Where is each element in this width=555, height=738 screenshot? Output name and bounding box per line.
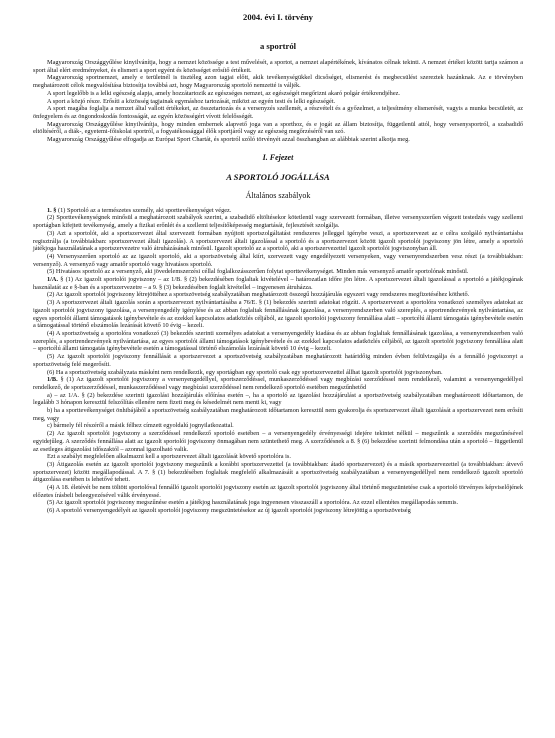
law-paragraph [33,207,523,215]
law-subject: a sportról [259,41,297,51]
law-paragraph [33,461,523,484]
law-paragraph [33,422,523,430]
document-page [33,10,523,515]
section-number: 1/B. [47,376,58,384]
paragraph-text: a) – az 1/A. § (2) bekezdése szerinti igazolási hozzájárulás előírása esetén –, ha a sportoló az igazolási hozzájárulást a sportszövetség szabályzatában meghatározott időtartamon, de legalább 3 hónapon keresztül felszólítás ellenére nem fizeti meg és késedelmét nem menti ki, vagy [33,391,523,407]
preamble-paragraph: Magyarország sportnemzet, amely e területnél is tisztéleg azon tagjai előtt, akik tevékenységükkel dicsőséget, elismerést és megbecsülést szereztek hazánknak. Az e törvényben meghatározott célok megvalósítása biztosítja továbbá azt, hogy Magyarország sportoló nemzetté is váljék. [33,74,523,90]
law-paragraph [33,268,523,276]
paragraph-text: c) bármely fél részéről a másik félhez címzett egyoldalú jognyilatkozattal. [47,422,234,430]
chapter-label: I. Fejezet [262,152,294,162]
paragraph-text: (4) A sportszövetség a sportolóra vonatkozó (3) bekezdés szerinti személyes adatokat a versenyengedély kiadása és az abban foglaltak fennállásának igazolása, a versenyrendszerben való szereplés, a sportrendezvények nyilvántartása, az egyes sportolói állami támogatások igénybevétele és az ezekkel kapcsolatos adatközlés céljából, az igazolt sportolói jogviszony fennállása alatt – sportcélú állami támogatás igénybevétele esetén a támogatással történő elszámolás lezárását követő 10 évig – kezeli. [33,329,523,353]
law-paragraph [33,407,523,422]
law-title: 2004. évi I. törvény [243,12,313,22]
law-paragraph [33,453,523,461]
paragraph-text: (6) Ha a sportszövetség szabályzata másként nem rendelkezik, egy sportágban egy sportoló csak egy sportszervezettel állhat igazolt sportolói jogviszonyban. [47,368,443,376]
preamble-paragraph: Magyarország Országgyűlése elfogadja az Európai Sport Chartát, és sportról szóló törvényét azzal összhangban az alábbiak szerint alkotja meg. [47,136,410,144]
paragraph-text: (1) Sportoló az a természetes személy, aki sporttevékenységet végez. [56,206,232,214]
law-paragraph [33,499,523,507]
law-paragraph [33,376,523,391]
law-paragraph [33,369,523,377]
law-paragraph [33,507,523,515]
preamble-paragraph: Magyarország Országgyűlése kinyilvánítja, hogy a nemzet közössége a test művelését, a sportot, a nemzet alapértékének, kívánatos célnak tekinti. A nemzet értékei között tartja számon a sport által elért eredményeket, és elismeri a sport egyént és közösséget erősítő értékeit. [33,59,523,74]
paragraph-text: (6) A sportoló versenyengedélyét az igazolt sportolói jogviszony megszüntetésekor az új igazolt sportolói jogviszony létrejöttig a sportszövetség [47,507,411,515]
section-title: Általános szabályok [245,190,311,200]
paragraph-text: (5) Hivatásos sportoló az a versenyző, aki jövedelemszerzési céllal foglalkozásszerűen folytat sporttevékenységet. Minden más versenyző amatőr sportolónak minősül. [47,268,469,276]
preamble-paragraph: A sport legelőbb is a lelki egészség alapja, amely hozzátartozik az egészséges nemzet, az egészségét megőrizni akaró polgár értékrendjéhez. [47,89,400,97]
law-body [33,207,523,515]
law-paragraph [33,353,523,368]
paragraph-text: (3) Azt a sportolót, aki a sportszervezet által szervezett formában nyújtott sportszolgáltatást rendszeres jelleggel igénybe veszi, a sportszervezet az e célra szolgáló nyilvántartásba regisztrálja (a továbbiakban: sportszervezet általi igazolás). A sportszervezet általi igazolással a sportoló és a sportszervezet között igazolt sportolói jogviszony jön létre, amely a sportoló játékjoga használatának a sportszervezetre való átruházásának minősül. Igazolt sportoló az a sportoló, aki a sportszervezettel igazolt sportolói jogviszonyban áll. [33,229,523,253]
law-paragraph [33,230,523,253]
paragraph-text: (5) Az igazolt sportolói jogviszony megszűnése esetén a játékjog használatának joga ingyenesen visszaszáll a sportolóra. Az ezzel ellentétes megállapodás semmis. [47,499,459,507]
paragraph-text: § (1) Az igazolt sportolói jogviszony – az 1/B. § (2) bekezdésében foglaltak kivételével – határozatlan időre jön létre. A sportszervezet általi igazolással a sportoló a játékjogának használatát az e §-ban és a sportszervezetre – a 9. § (3) bekezdésében foglalt kivétellel – ingyenesen átruházza. [33,276,523,291]
law-paragraph [33,484,523,499]
preamble-paragraph: A sport a közjó része. Erősíti a közösség tagjainak egymáshoz tartozását, miközt az egyén testi és lelki egészségét. [47,97,336,105]
law-paragraph [33,276,523,291]
law-paragraph [33,291,523,299]
preamble [33,59,523,144]
law-paragraph [33,253,523,268]
paragraph-text: (4) Versenyszerűen sportoló az az igazolt sportoló, aki a sportszövetség által kiírt, szervezett vagy engedélyezett versenyeken, vagy versenyrendszerben vesz részt (a továbbiakban: versenyző). A versenyző vagy amatőr sportoló vagy hivatásos sportoló. [33,252,523,268]
preamble-paragraph: Magyarország Országgyűlése kinyilvánítja, hogy minden embernek alapvető joga van a sporthoz, és e jogát az állam biztosítja, függetlenül attól, hogy versenysportról, a szabadidő eltöltéséről, a diák-, egyetemi-főiskolai sportról, a fogyatékossággal élők sportjáról vagy az egészség megőrzéséről van szó. [33,120,523,136]
paragraph-text: Ezt a szabályt megfelelően alkalmazni kell a sportszervezet általi igazolását követő sportolóra is. [47,453,291,461]
law-paragraph [33,299,523,330]
section-number: 1. § [47,206,57,214]
preamble-paragraph: A sport magába foglalja a nemzet által vallott értékeket, az összetartozás és a versenyzés szellemét, a részvételt és a győzelmet, a teljesítmény elismerését, vagyis a munka becsületét, az önfegyelem és az öngondoskodás fontosságát, az egyén közösségért vívott felelősségét. [33,105,523,120]
paragraph-text: (2) Az igazolt sportolói jogviszony létrejöttéhez a sportszövetség szabályzatában meghatározott összegű hozzájárulás egyszeri vagy rendszeres megfizetéséhez köthető. [47,291,470,299]
paragraph-text: (2) Sporttevékenységnek minősül a meghatározott szabályok szerint, a szabadidő eltöltésekor kötetlenül vagy szervezett formában, illetve versenyszerűen végzett testedzés vagy szellemi sportágban kifejtett tevékenység, amely a fizikai erőnlét és a szellemi teljesítőképesség megtartását, fejlesztését szolgálja. [33,214,523,230]
law-paragraph [33,214,523,229]
paragraph-text: (2) Az igazolt sportolói jogviszony a szerződéssel rendelkező sportoló esetében – a versenyengedély érvényességi idejére tekintet nélkül – megszűnik a szerződés megszűnésével egyidejűleg. A szerződés fennállása alatt az igazolt sportolói jogviszony önmagában nem szüntethető meg. A szerződésnek a 8. § (6) bekezdése szerinti felmondása után a sportoló – függetlenül az esetleges átigazolási időszaktól – azonnal igazolható valik. [33,430,523,453]
law-paragraph [33,330,523,353]
law-paragraph [33,430,523,453]
chapter-title: A SPORTOLÓ JOGÁLLÁSA [226,171,330,182]
paragraph-text: (5) Az igazolt sportolói jogviszony fennállását a sportszervezet a sportszövetség szabályzatában meghatározott határidőig minden évben felülvizsgálja és a fennálló jogviszonyt a sportszövetség felé megerősíti. [33,353,523,368]
law-paragraph [33,392,523,407]
paragraph-text: b) ha a sporttevékenységet önhibájából a sportszövetség szabályzatában meghatározott időtartamon keresztül nem gyakorolja és sportszervezet általi igazolását a sportszervezet nem erősíti meg, vagy [33,407,523,422]
paragraph-text: (3) Átigazolás esetén az igazolt sportolói jogviszony megszűnik a korábbi sportszervezettel (a továbbiakban: átadó sportszervezet) és a másik sportszervezettel (a továbbiakban: átvevő sportszervezet) között megállapodással. A 7. § (1) bekezdésében foglaltak megfelelő alkalmazásáít a sportszövetség szabályzatában a versenyengedéllyel nem rendelkező igazolt sportoló átigazolása esetében is lehetővé teheti. [33,460,523,484]
paragraph-text: (3) A sportszervezet általi igazolás során a sportszervezet nyilvántartásába a 76/E. § (1) bekezdés szerinti adatokat rögzíti. A sportszervezet a sportolóra vonatkozó személyes adatokat az igazolt sportolói jogviszony igazolása, a versenyengedély igénylése és az abban foglaltak fennállásának igazolása, a versenyrendszerben való szereplés, a sportrendezvények nyilvántartása, az egyes sportolói állami támogatások igénybevétele és az ezekkel kapcsolatos adatközlés céljából, az igazolt sportolói jogviszony fennállása alatt – sportcélú állami támogatás igénybevétele esetén a támogatással történő elszámolás lezárását követő 10 évig – kezeli. [33,299,523,330]
paragraph-text: § (1) Az igazolt sportolói jogviszony a versenyengedéllyel, sportszerződéssel, munkaszerződéssel vagy megbízási szerződéssel nem rendelkező, valamint a versenyengedéllyel rendelkező, de sportszerződéssel, munkaszerződéssel vagy megbízási szerződéssel nem rendelkező sportoló esetében megszűnhetőd [33,376,523,391]
paragraph-text: (4) A 18. életévét be nem töltött sportolóval fennálló igazolt sportolói jogviszony esetén az igazolt sportolói jogviszony által történő megszüntetése csak a sportoló törvényes képviselőjének előzetes írásbeli beleegyezésével válik érvényessé. [33,484,523,499]
section-number: 1/A. [47,276,59,284]
